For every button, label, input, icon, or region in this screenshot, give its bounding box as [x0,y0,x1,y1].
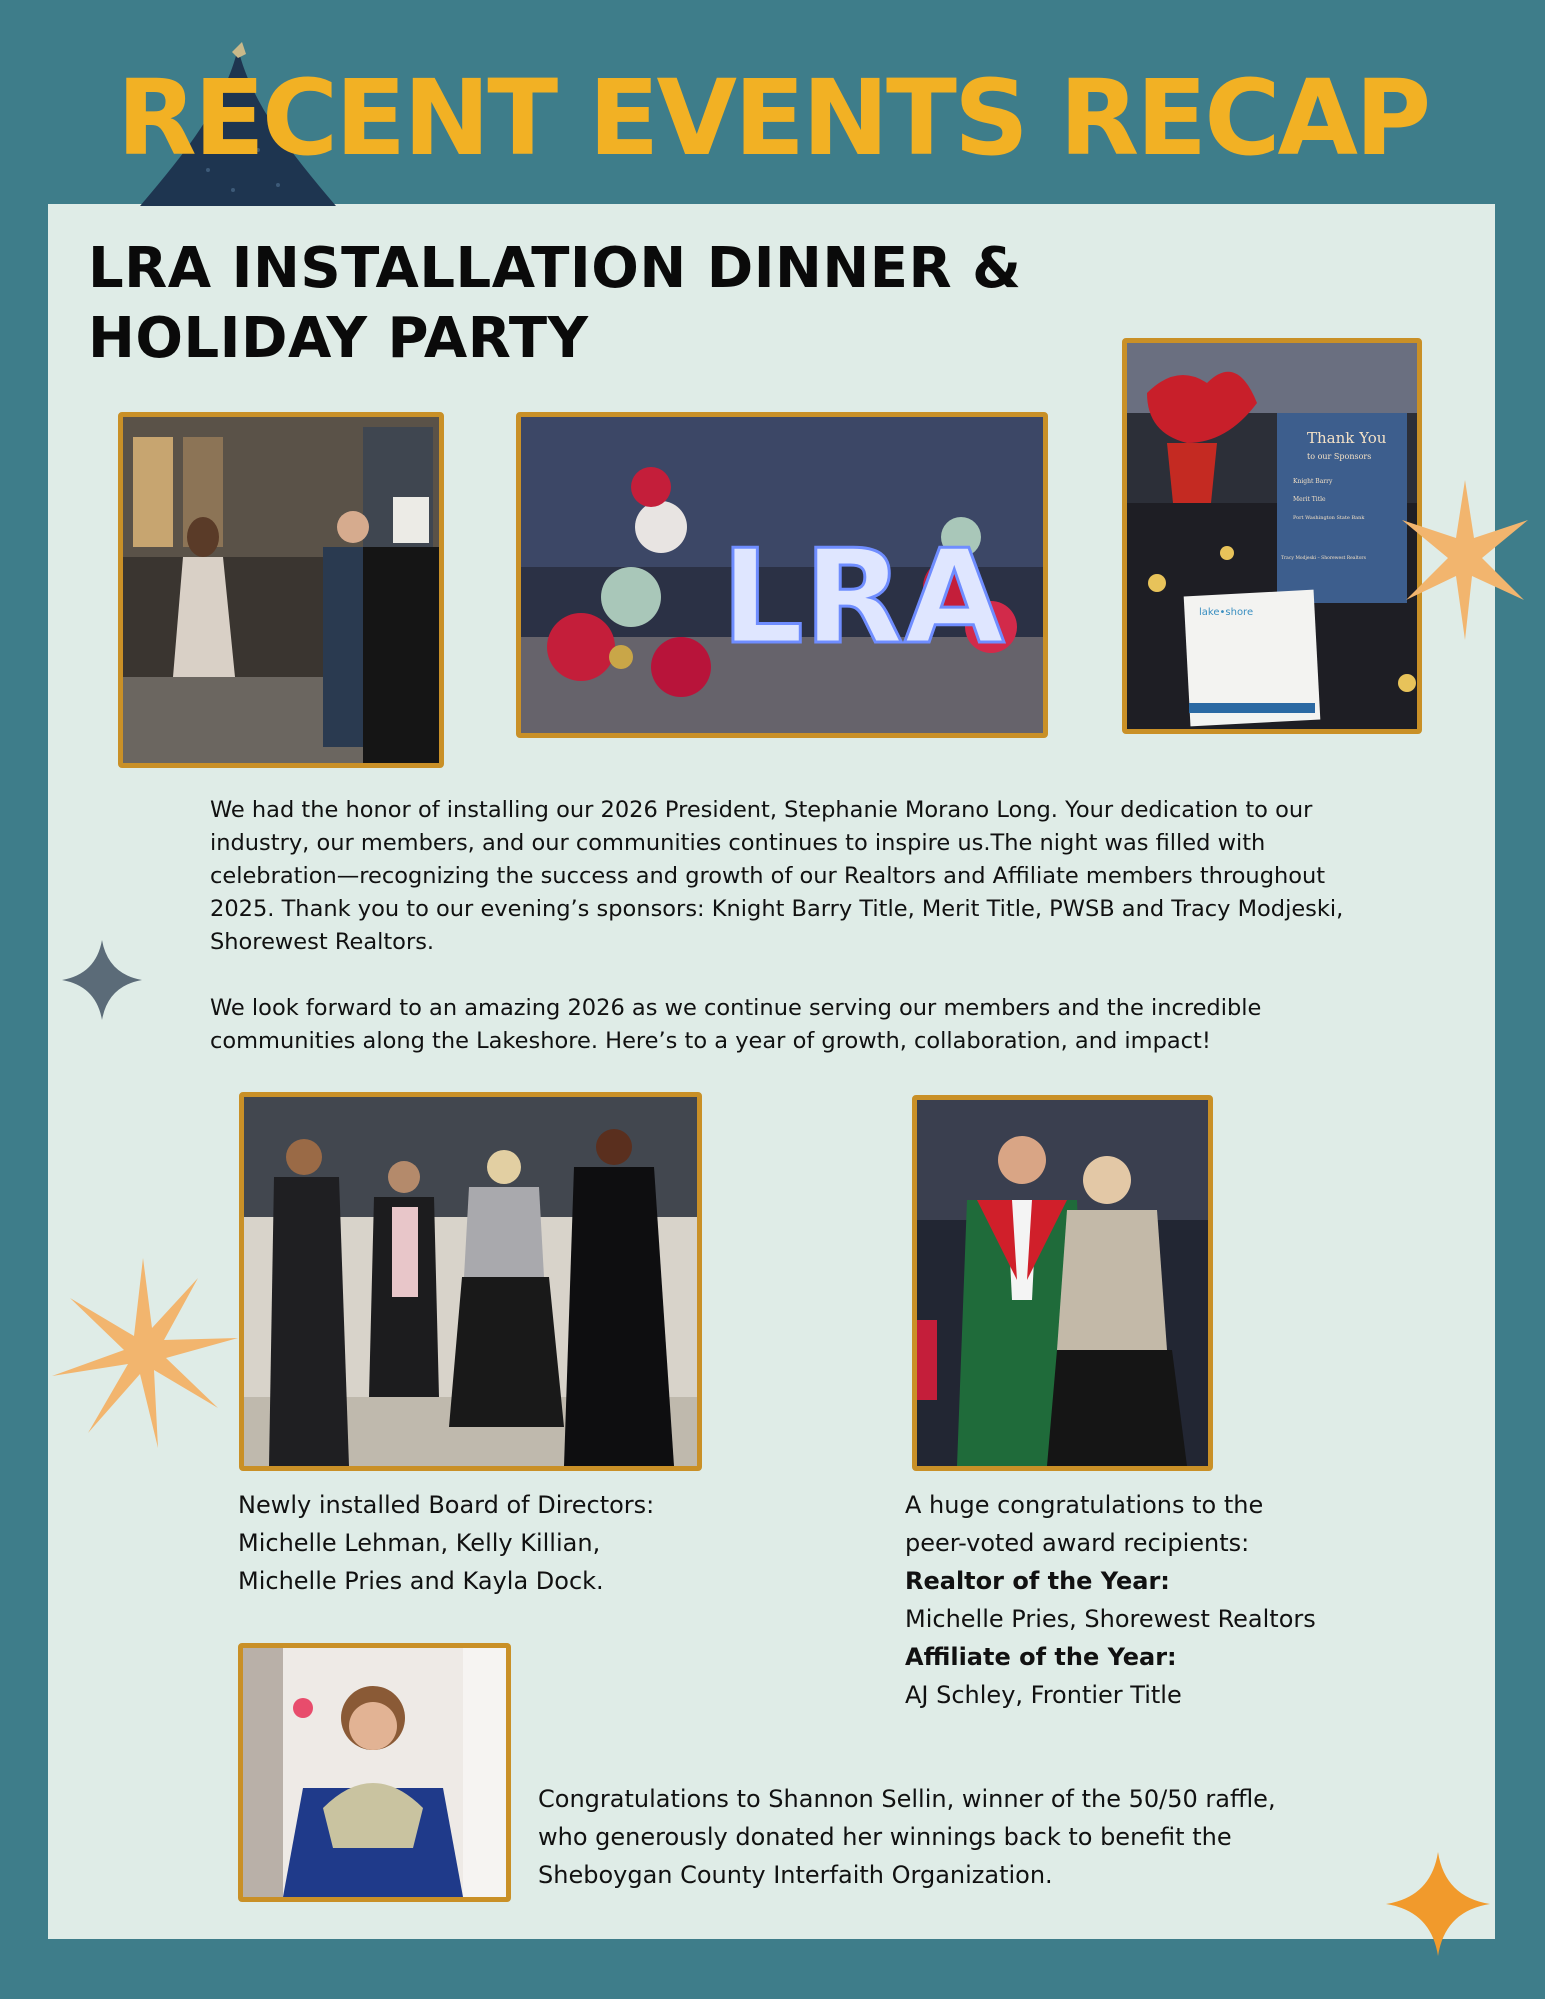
sponsor-card-name-3: Port Washington State Bank [1293,515,1365,521]
raffle-caption-line2: who generously donated her winnings back to benefit the [538,1823,1232,1851]
sponsor-card-name-1: Knight Barry [1293,478,1333,485]
board-caption [238,1486,738,1600]
awards-caption-line2: peer-voted award recipients: [905,1529,1250,1557]
sponsor-card-name-4: Tracy Modjeski – Shorewest Realtors [1281,556,1366,561]
intro-text [210,794,1370,1058]
peach-starburst-icon [48,1258,238,1448]
awards-caption-line1: A huge congratulations to the [905,1491,1264,1519]
sponsor-card-subtitle: to our Sponsors [1307,452,1372,461]
sponsor-card-name-2: Merit Title [1293,496,1326,503]
awards-caption [905,1486,1425,1714]
photo-raffle-winner [238,1643,511,1902]
affiliate-of-year-name: AJ Schley, Frontier Title [905,1681,1182,1709]
section-title [88,234,1022,374]
photo-sponsor-table [1122,338,1422,734]
board-caption-line2: Michelle Lehman, Kelly Killian, [238,1529,601,1557]
photo-lra-sign [516,412,1048,738]
board-caption-line3: Michelle Pries and Kayla Dock. [238,1567,604,1595]
sponsor-card-title: Thank You [1307,429,1387,447]
board-caption-line1: Newly installed Board of Directors: [238,1491,655,1519]
section-title-line2: HOLIDAY PARTY [88,306,589,371]
peach-starburst-icon [1400,480,1530,640]
lra-sign-text: LRA [721,521,1005,673]
content-panel [48,204,1495,1939]
slate-sparkle-icon [62,940,142,1020]
intro-paragraph-2: We look forward to an amazing 2026 as we continue serving our members and the incredible communities along the Lakeshore. Here’s to a year of growth, collaboration, and impact! [210,995,1262,1054]
realtor-of-year-name: Michelle Pries, Shorewest Realtors [905,1605,1316,1633]
program-logo-text: lake•shore [1199,607,1254,618]
photo-installation-podium [118,412,444,768]
realtor-of-year-heading: Realtor of the Year: [905,1567,1170,1595]
raffle-caption-line3: Sheboygan County Interfaith Organization. [538,1861,1053,1889]
page-title: RECENT EVENTS RECAP [116,57,1429,179]
orange-sparkle-icon [1386,1852,1490,1956]
raffle-caption [538,1780,1438,1894]
raffle-caption-line1: Congratulations to Shannon Sellin, winner of the 50/50 raffle, [538,1785,1276,1813]
intro-paragraph-1: We had the honor of installing our 2026 President, Stephanie Morano Long. Your dedication to our industry, our members, and our communities continues to inspire us.The night was filled with celebration—recognizing the success and growth of our Realtors and Affiliate members throughout 2025. Thank you to our evening’s sponsors: Knight Barry Title, Merit Title, PWSB and Tracy Modjeski, Shorewest Realtors. [210,797,1344,955]
affiliate-of-year-heading: Affiliate of the Year: [905,1643,1177,1671]
photo-award-recipients [912,1095,1213,1471]
section-title-line1: LRA INSTALLATION DINNER & [88,236,1022,301]
photo-board-of-directors [239,1092,702,1471]
